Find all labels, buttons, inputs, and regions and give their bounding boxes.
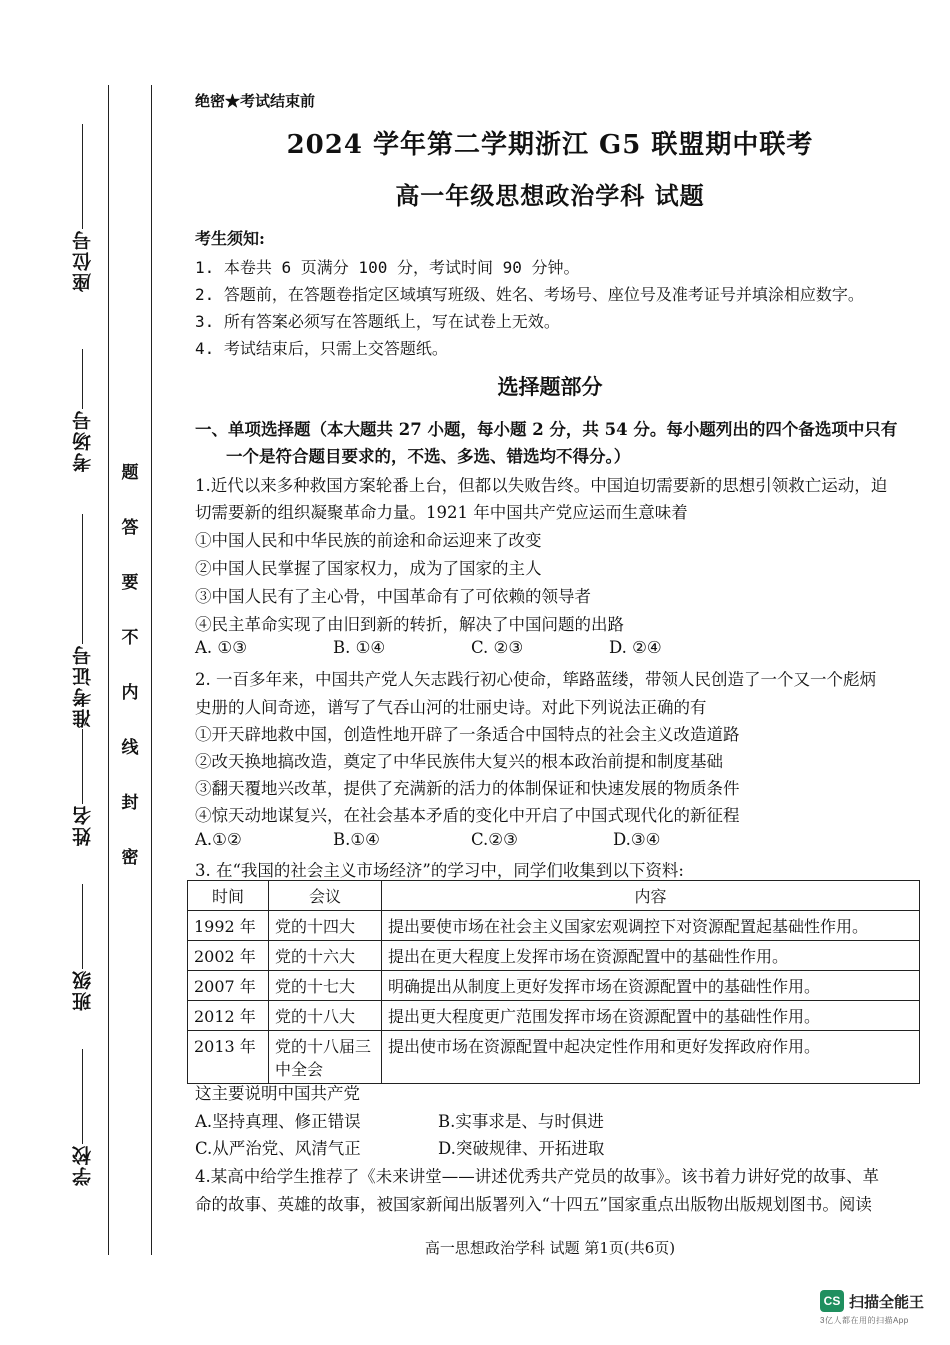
page-footer: 高一思想政治学科 试题 第1页(共6页) [424,1239,676,1257]
q2-item: ④惊天动地谋复兴，在社会基本矛盾的变化中开启了中国式现代化的新征程 [195,806,740,825]
name-blank[interactable] [82,729,83,804]
table-cell: 2007 年 [188,971,269,1001]
table-cell: 党的十六大 [269,941,382,971]
table-cell: 2002 年 [188,941,269,971]
q1-stem: 1.近代以来多种救国方案轮番上台，但都以失败告终。中国迫切需要新的思想引领救亡运动，迫 [195,476,888,495]
table-cell: 2013 年 [188,1031,269,1084]
table-cell: 提出要使市场在社会主义国家宏观调控下对资源配置起基础性作用。 [382,911,920,941]
school-label: 学校 [71,1144,94,1186]
part-one-instructions-cont: 一个是符合题目要求的，不选、多选、错选均不得分。） [226,447,631,466]
name-label: 姓名 [71,804,94,846]
exam-room-label: 考场号 [71,409,94,472]
seal-char: 密 [121,848,139,868]
watermark-name: 扫描全能王 [849,1293,925,1311]
table-cell: 提出在更大程度上发挥市场在资源配置中的基础性作用。 [382,941,920,971]
table-cell: 提出更大程度更广范围发挥市场在资源配置中的基础性作用。 [382,1001,920,1031]
admission-number-field[interactable] [60,510,104,728]
table-cell: 党的十八届三中全会 [269,1031,382,1084]
exam-room-field[interactable] [60,345,104,472]
school-field[interactable] [60,1045,104,1186]
table-cell: 提出使市场在资源配置中起决定性作用和更好发挥政府作用。 [382,1031,920,1084]
q1-option-a[interactable]: A. ①③ [195,638,247,657]
table-header-row [188,881,920,911]
school-blank[interactable] [82,1049,83,1144]
q3-options-row1 [195,1108,604,1132]
name-field[interactable] [60,725,104,846]
seal-char: 内 [121,683,139,703]
table-cell: 党的十七大 [269,971,382,1001]
notice-heading: 考生须知: [195,229,265,248]
notice-item: 3. 所有答案必须写在答题纸上，写在试卷上无效。 [195,312,560,331]
q3-option-b[interactable]: B.实事求是、与时俱进 [438,1112,604,1131]
notice-item: 2. 答题前，在答题卷指定区域填写班级、姓名、考场号、座位号及准考证号并填涂相应数字。 [195,285,864,304]
binding-line-outer [108,85,109,1255]
table-row [188,941,920,971]
q2-item: ②改天换地搞改造，奠定了中华民族伟大复兴的根本政治前提和制度基础 [195,752,723,771]
q2-item: ①开天辟地救中国，创造性地开辟了一条适合中国特点的社会主义改造道路 [195,725,740,744]
notice-item: 1. 本卷共 6 页满分 100 分，考试时间 90 分钟。 [195,258,580,277]
table-row [188,1001,920,1031]
class-label: 班级 [71,969,94,1011]
table-row [188,911,920,941]
q2-option-c[interactable]: C.②③ [471,830,518,849]
q1-option-c[interactable]: C. ②③ [471,638,524,657]
table-row [188,1031,920,1084]
seal-char: 线 [121,738,139,758]
class-blank[interactable] [82,884,83,969]
scanner-watermark [820,1290,924,1326]
table-cell: 党的十八大 [269,1001,382,1031]
q1-item: ④民主革命实现了由旧到新的转折，解决了中国问题的出路 [195,615,624,634]
table-row [188,971,920,1001]
binding-margin [0,0,180,1345]
q2-options [195,830,751,849]
q1-item: ②中国人民掌握了国家权力，成为了国家的主人 [195,559,542,578]
q2-option-a[interactable]: A.①② [195,830,242,849]
part-one-instructions: 一、单项选择题（本大题共 27 小题，每小题 2 分，共 54 分。每小题列出的四个备选项中只有 [195,420,898,439]
seal-char: 要 [121,573,139,593]
q1-option-b[interactable]: B. ①④ [333,638,386,657]
table-cell: 1992 年 [188,911,269,941]
q1-stem-cont: 切需要新的组织凝聚革命力量。1921 年中国共产党应运而生意味着 [195,503,688,522]
watermark-tagline: 3亿人都在用的扫描App [820,1316,909,1325]
table-header-meeting: 会议 [269,881,382,911]
q3-option-c[interactable]: C.从严治党、风清气正 [195,1139,361,1158]
exam-title: 2024 学年第二学期浙江 G5 联盟期中联考 [286,130,814,160]
notice-item: 4. 考试结束后，只需上交答题纸。 [195,339,448,358]
table-cell: 党的十四大 [269,911,382,941]
q2-option-d[interactable]: D.③④ [613,830,661,849]
q1-options [195,638,747,657]
admission-number-label: 准考证号 [71,644,94,728]
q2-option-b[interactable]: B.①④ [333,830,380,849]
q2-stem-cont: 史册的人间奇迹，谱写了气吞山河的壮丽史诗。对此下列说法正确的有 [195,698,707,717]
q3-options-row2 [195,1135,604,1159]
exam-room-blank[interactable] [82,349,83,409]
q3-table [187,880,920,1084]
exam-subtitle: 高一年级思想政治学科 试题 [395,181,705,210]
seat-number-label: 座位号 [71,229,94,292]
q3-after: 这主要说明中国共产党 [195,1084,360,1103]
seal-char: 封 [121,793,139,813]
seat-number-blank[interactable] [82,124,83,229]
table-cell: 明确提出从制度上更好发挥市场在资源配置中的基础性作用。 [382,971,920,1001]
q2-item: ③翻天覆地兴改革，提供了充满新的活力的体制保证和快速发展的物质条件 [195,779,740,798]
confidential-mark: 绝密★考试结束前 [195,92,316,110]
seal-char: 题 [121,463,139,483]
seat-number-field[interactable] [60,120,104,292]
seal-char: 不 [121,628,139,648]
q1-item: ①中国人民和中华民族的前途和命运迎来了改变 [195,531,542,550]
table-header-time: 时间 [188,881,269,911]
q1-option-d[interactable]: D. ②④ [609,638,662,657]
camscanner-logo-icon: CS [820,1290,844,1312]
seal-char: 答 [121,518,139,538]
binding-line-inner [151,85,152,1255]
q4-stem: 4.某高中给学生推荐了《未来讲堂——讲述优秀共产党员的故事》。该书着力讲好党的故事、革 [195,1167,879,1186]
admission-number-blank[interactable] [82,514,83,644]
q3-option-a[interactable]: A.坚持真理、修正错误 [195,1112,361,1131]
q4-stem-cont: 命的故事、英雄的故事，被国家新闻出版署列入“十四五”国家重点出版物出版规划图书。阅读 [195,1195,872,1214]
table-cell: 2012 年 [188,1001,269,1031]
table-header-content: 内容 [382,881,920,911]
q1-item: ③中国人民有了主心骨，中国革命有了可依赖的领导者 [195,587,591,606]
class-field[interactable] [60,880,104,1011]
section-title: 选择题部分 [497,374,603,399]
q3-option-d[interactable]: D.突破规律、开拓进取 [438,1139,605,1158]
q3-stem: 3. 在“我国的社会主义市场经济”的学习中，同学们收集到以下资料: [195,861,684,880]
q2-stem: 2. 一百多年来，中国共产党人矢志践行初心使命，筚路蓝缕，带领人民创造了一个又一个彪炳 [195,670,876,689]
